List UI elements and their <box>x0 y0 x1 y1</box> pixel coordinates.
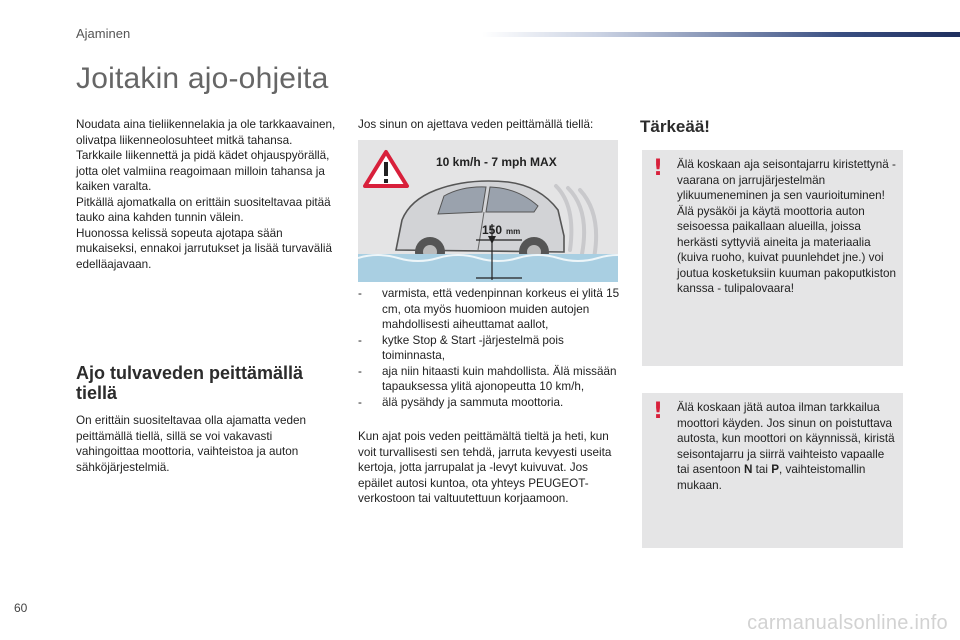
intro-text <box>76 117 336 272</box>
gear-n-label: N <box>743 463 753 476</box>
intro-paragraph: Tarkkaile liikennettä ja pidä kädet ohjauspyörällä, jotta olet valmiina reagoimaan milloin tahansa ja kaiken varalta. <box>76 149 330 193</box>
flood-outro: Kun ajat pois veden peittämältä tieltä ja heti, kun voit turvallisesti sen tehdä, jarruta kevyesti useita kertoja, jotta jarrupalat ja -levyt kuivuvat. Jos epäilet autosi kuntoa, ota yhteys PEUGEOT-verkostoon tai valtuutettuun korjaamoon. <box>358 430 612 505</box>
list-dash: - <box>358 333 362 347</box>
list-item <box>358 395 622 411</box>
exclamation-icon: ! <box>652 156 664 181</box>
water-depth-unit: mm <box>506 227 521 236</box>
list-item-text: aja niin hitaasti kuin mahdollista. Älä missään tapauksessa ylitä ajonopeutta 10 km/h, <box>382 364 617 393</box>
list-dash: - <box>358 395 362 409</box>
list-dash: - <box>358 364 362 378</box>
list-dash: - <box>358 287 362 300</box>
flood-text: On erittäin suositeltavaa olla ajamatta veden peittämällä tiellä, sillä se voi vakavasti vahingoittaa moottoria, vaihteistoa ja auton sähköjärjestelmiä. <box>76 414 306 474</box>
warning-text-part: , vaihteistomallin mukaan. <box>677 463 866 492</box>
list-item-text: älä pysähdy ja sammuta moottoria. <box>382 395 564 409</box>
watermark: carmanualsonline.info <box>747 612 948 634</box>
warning-paragraph: Älä pysäköi ja käytä moottoria auton seisoessa paikallaan alueilla, joissa herkästi syttyviä aineita ja materiaalia (kuiva ruoho, kuivat puunlehdet jne.) voi joutua kosketuksiin kuuman pakoputkiston kanssa - tulipalovaara! <box>677 204 896 295</box>
list-item <box>358 333 622 364</box>
list-item <box>358 364 622 395</box>
water-depth-value: 150 <box>482 223 503 237</box>
list-item-text: varmista, että vedenpinnan korkeus ei ylitä 15 cm, ota myös huomioon muiden autojen mahdollisesti aiheuttamat aallot, <box>382 287 620 331</box>
flood-heading: Ajo tulvaveden peittämällä tiellä <box>76 363 304 403</box>
flood-instructions-list <box>358 286 622 410</box>
exclamation-icon: ! <box>652 399 664 424</box>
list-item <box>358 286 622 333</box>
important-heading: Tärkeää! <box>640 117 710 136</box>
gear-p-label: P <box>771 463 780 476</box>
speed-limit-label: 10 km/h - 7 mph MAX <box>436 155 557 169</box>
flood-intro: Jos sinun on ajettava veden peittämällä tiellä: <box>358 118 594 131</box>
section-label: Ajaminen <box>76 26 131 41</box>
page-title: Joitakin ajo-ohjeita <box>76 62 329 95</box>
warning-text <box>677 157 897 297</box>
warning-triangle-icon <box>365 152 407 186</box>
page-number: 60 <box>14 601 28 615</box>
warning-text-part: tai <box>752 463 772 476</box>
warning-paragraph: Älä koskaan aja seisontajarru kiristettynä - vaarana on jarrujärjestelmän ylikuumeneminen ja sen vaurioituminen! <box>677 158 896 202</box>
header-bar <box>482 32 960 37</box>
intro-paragraph: Huonossa kelissä sopeuta ajotapa sään mukaiseksi, ennakoi jarrutukset ja lisää turvaväliä edelläajavaan. <box>76 226 332 271</box>
list-item-text: kytke Stop & Start -järjestelmä pois toiminnasta, <box>382 333 564 362</box>
warning-box <box>642 150 903 366</box>
warning-box <box>642 393 903 548</box>
intro-paragraph: Pitkällä ajomatkalla on erittäin suositeltavaa pitää tauko aina kahden tunnin välein. <box>76 195 331 224</box>
intro-paragraph: Noudata aina tieliikennelakia ja ole tarkkaavainen, olivatpa liikenneolosuhteet mitkä tahansa. <box>76 118 336 147</box>
flood-illustration <box>358 140 618 282</box>
warning-text <box>677 400 897 493</box>
warning-text-part: Älä koskaan jätä autoa ilman tarkkailua moottori käyden. Jos sinun on poistuttava autosta, kun moottori on käynnissä, kiristä seisontajarru ja siirrä vaihteisto vapaalle tai asentoon <box>677 401 895 476</box>
